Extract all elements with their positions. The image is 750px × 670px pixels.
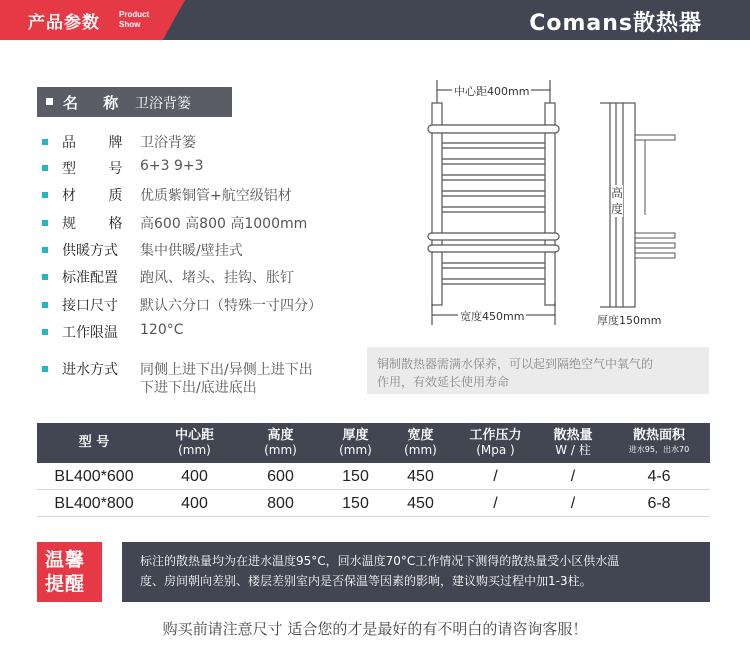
thickness-label: 厚度150mm (597, 314, 662, 327)
spec-label: 品 牌 (62, 135, 137, 151)
center-distance-label: 中心距400mm (454, 85, 530, 98)
header-sub-text: (mm) (178, 443, 211, 457)
spec-value: 高600 高800 高1000mm (140, 216, 308, 232)
header-bar (0, 0, 750, 40)
header-main-text: 宽度 (407, 428, 434, 443)
header-sub-text: (mm) (264, 443, 297, 457)
height-label-line2: 度 (611, 202, 624, 216)
spec-value: 6+3 9+3 (140, 158, 204, 174)
square-bullet-icon (42, 165, 48, 171)
header-heat-output (538, 423, 608, 463)
header-width (388, 423, 453, 463)
width-label: 宽度450mm (460, 310, 525, 323)
header-main-text: 厚度 (342, 428, 369, 443)
header-center-distance (151, 423, 238, 463)
spec-label: 材 质 (62, 188, 137, 204)
cell-heating-area: 6-8 (647, 495, 671, 512)
height-label-line1: 高 (611, 186, 624, 200)
spec-table (37, 423, 710, 517)
spec-value-line2: 下进下出/底进底出 (140, 380, 257, 396)
header-main-text: 高度 (267, 428, 294, 443)
header-sub-text: (Mpa ) (476, 443, 515, 457)
square-bullet-icon (42, 139, 48, 145)
reminder-text (122, 542, 710, 602)
spec-label: 规 格 (62, 216, 137, 232)
reminder-text-line2: 度、房间朝向差别、楼层差别室内是否保温等因素的影响，建议购买过程中加1-3柱。 (140, 574, 592, 588)
cell-model: BL400*600 (54, 468, 134, 485)
square-bullet-icon (42, 329, 48, 335)
header-sub-text: W / 柱 (555, 443, 591, 457)
cell-thickness: 150 (342, 495, 369, 512)
header-subtitle-line2: Show (119, 20, 141, 29)
square-bullet-icon (42, 302, 48, 308)
square-bullet-icon (42, 247, 48, 253)
cell-pressure: / (493, 495, 498, 512)
spec-label: 进水方式 (62, 362, 118, 378)
radiator-front-diagram (420, 75, 570, 335)
reminder-label-line1: 温馨 (45, 549, 86, 571)
radiator-side-illustration (585, 95, 685, 335)
brand-title: Comans散热器 (529, 11, 702, 36)
cell-width: 450 (407, 468, 434, 485)
header-height (238, 423, 323, 463)
spec-label: 接口尺寸 (62, 298, 118, 314)
spec-value: 默认六分口（特殊一寸四分） (140, 298, 322, 314)
cell-height: 800 (267, 495, 294, 512)
cell-thickness: 150 (342, 468, 369, 485)
square-bullet-icon (46, 98, 53, 105)
maintenance-note (367, 347, 709, 394)
header-model (37, 423, 151, 463)
header-main-text: 型 号 (78, 435, 110, 450)
table-header (37, 423, 710, 463)
header-title: 产品参数 (28, 13, 100, 33)
spec-value: 集中供暖/壁挂式 (140, 243, 243, 259)
radiator-side-diagram (585, 95, 685, 335)
maintenance-note-line1: 铜制散热器需满水保养，可以起到隔绝空气中氧气的 (377, 357, 654, 371)
square-bullet-icon (42, 366, 48, 372)
cell-center-distance: 400 (181, 495, 208, 512)
header-main-text: 散热量 (553, 428, 593, 443)
header-sub-text: (mm) (404, 443, 437, 457)
header-heating-area (608, 423, 710, 463)
square-bullet-icon (42, 192, 48, 198)
name-value: 卫浴背篓 (135, 96, 191, 112)
spec-label: 工作限温 (62, 325, 118, 341)
name-label: 名 称 (63, 94, 129, 112)
header-subtitle (119, 10, 149, 30)
cell-pressure: / (493, 468, 498, 485)
name-banner (37, 87, 232, 117)
spec-label: 标准配置 (62, 270, 118, 286)
table-row (37, 463, 710, 490)
spec-label: 供暖方式 (62, 243, 118, 259)
reminder-label-line2: 提醒 (45, 573, 86, 595)
header-main-text: 中心距 (174, 428, 214, 443)
header-subtitle-line1: Product (119, 10, 150, 19)
spec-value: 120°C (140, 322, 184, 338)
header-main-text: 散热面积 (632, 428, 685, 443)
spec-value: 卫浴背篓 (140, 135, 196, 151)
footer-note: 购买前请注意尺寸 适合您的才是最好的有不明白的请咨询客服！ (162, 620, 588, 638)
reminder-label (37, 542, 102, 602)
header-sub-text: (mm) (339, 443, 372, 457)
cell-width: 450 (407, 495, 434, 512)
cell-heat-output: / (570, 495, 576, 512)
spec-label: 型 号 (62, 161, 137, 177)
spec-value: 跑风、堵头、挂钩、胀钉 (140, 270, 294, 286)
cell-model: BL400*800 (54, 495, 134, 512)
radiator-front-illustration (420, 75, 570, 335)
square-bullet-icon (42, 274, 48, 280)
header-thickness (323, 423, 388, 463)
cell-center-distance: 400 (181, 468, 208, 485)
maintenance-note-line2: 作用，有效延长使用寿命 (377, 375, 510, 389)
spec-value: 同侧上进下出/异侧上进下出 (140, 362, 313, 378)
table-row (37, 490, 710, 517)
cell-heating-area: 4-6 (647, 468, 671, 485)
reminder-text-line1: 标注的散热量均为在进水温度95°C，回水温度70°C工作情况下测得的散热量受小区供水温 (140, 554, 620, 568)
header-pressure (453, 423, 538, 463)
square-bullet-icon (42, 220, 48, 226)
cell-height: 600 (267, 468, 294, 485)
spec-value: 优质紫铜管+航空级铝材 (140, 188, 292, 204)
header-sub-text: 进水95，出水70 (628, 445, 690, 454)
cell-heat-output: / (570, 468, 576, 485)
height-label (611, 185, 623, 217)
header-main-text: 工作压力 (469, 428, 522, 443)
